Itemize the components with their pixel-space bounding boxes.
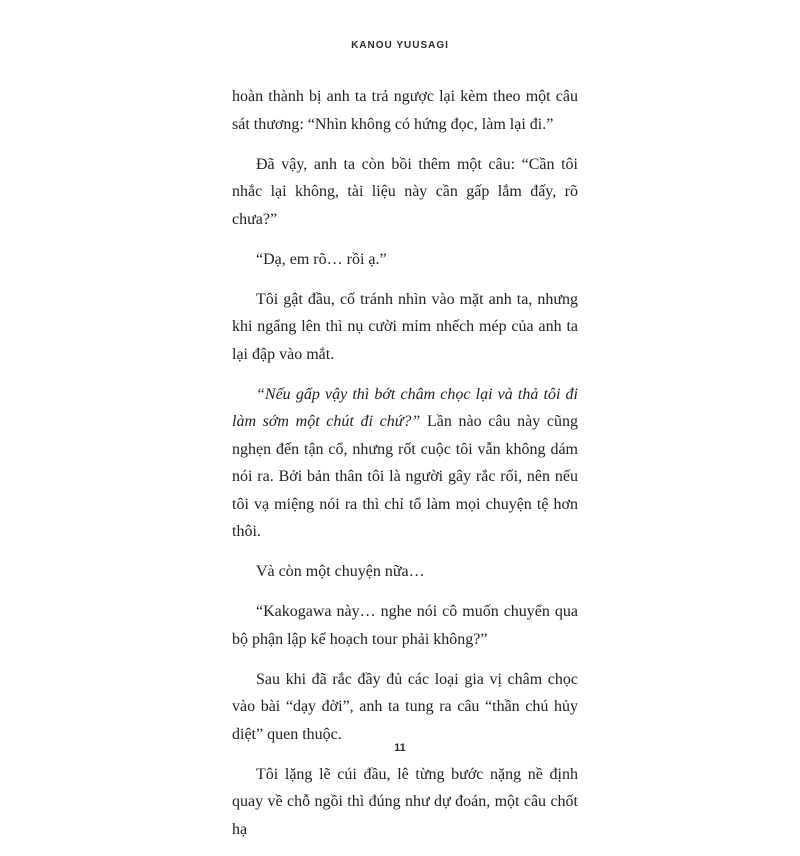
paragraph-6: Và còn một chuyện nữa… [256, 563, 425, 580]
paragraph-4: Tôi gật đầu, cố tránh nhìn vào mặt anh ta, nhưng khi ngẩng lên thì nụ cười mỉm nhếch mép của anh ta lại đập vào mắt. [232, 290, 578, 363]
body-text [232, 83, 578, 856]
paragraph-5-text: Lần nào câu này cũng nghẹn đến tận cổ, nhưng rốt cuộc tôi vẫn không dám nói ra. Bởi bản thân tôi là người gây rắc rối, nên nếu tôi vạ miệng nói ra thì chỉ tổ làm mọi chuyện tệ hơn thôi. [232, 413, 578, 540]
paragraph-9: Tôi lặng lẽ cúi đầu, lê từng bước nặng nề định quay về chỗ ngồi thì đúng như dự đoán, một câu chốt hạ [232, 765, 578, 838]
running-header: KANOU YUUSAGI [351, 40, 449, 51]
paragraph-5-italic: “Nếu gấp vậy thì bớt châm chọc lại và thả tôi đi làm sớm một chút đi chứ?” [232, 385, 578, 430]
paragraph-5 [232, 381, 578, 546]
paragraph-2: Đã vậy, anh ta còn bồi thêm một câu: “Cần tôi nhắc lại không, tài liệu này cần gấp lắm đấy, rõ chưa?” [232, 155, 578, 228]
paragraph-7: “Kakogawa này… nghe nói cô muốn chuyển qua bộ phận lập kế hoạch tour phải không?” [232, 603, 578, 648]
paragraph-8: Sau khi đã rắc đầy đủ các loại gia vị châm chọc vào bài “dạy đời”, anh ta tung ra câu “thần chú hủy diệt” quen thuộc. [232, 670, 578, 743]
paragraph-1: hoàn thành bị anh ta trả ngược lại kèm theo một câu sát thương: “Nhìn không có hứng đọc, làm lại đi.” [232, 88, 578, 133]
paragraph-3: “Dạ, em rõ… rồi ạ.” [256, 250, 387, 268]
page-number: 11 [394, 742, 406, 754]
